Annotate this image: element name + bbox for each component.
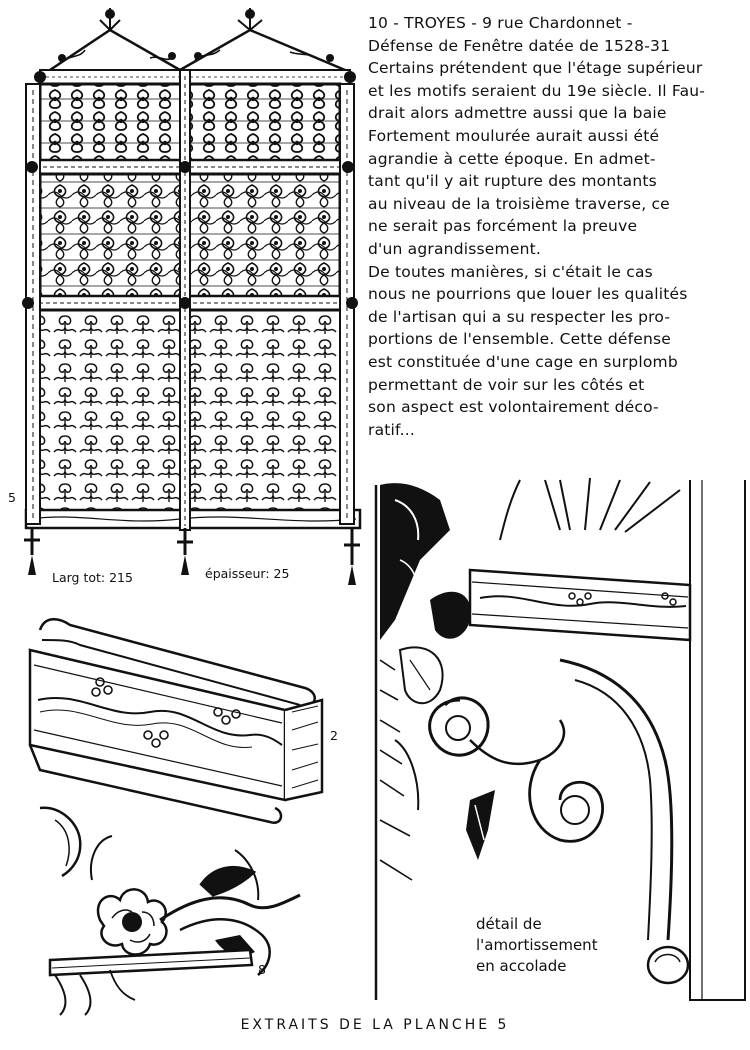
- grille-width-label: Larg tot: 215: [52, 570, 133, 585]
- detail-caption-line: en accolade: [476, 957, 567, 975]
- flower-figure-number: 8: [258, 962, 266, 977]
- notes-line: est constituée d'une cage en surplomb: [368, 352, 678, 371]
- notes-line: ne serait pas forcément la preuve: [368, 217, 638, 236]
- detail-caption-line: détail de: [476, 915, 542, 933]
- grille-thickness-label: épaisseur: 25: [205, 566, 290, 581]
- notes-line: de l'artisan qui a su respecter les pro-: [368, 307, 671, 326]
- page-footer: EXTRAITS DE LA PLANCHE 5: [240, 1017, 510, 1033]
- notes-line: De toutes manières, si c'était le cas: [368, 262, 653, 281]
- molding-figure-number: 2: [330, 728, 338, 743]
- notes-line: nous ne pourrions que louer les qualités: [368, 285, 688, 304]
- notes-line: drait alors admettre aussi que la baie: [368, 104, 667, 123]
- notes-line: Fortement moulurée aurait aussi été: [368, 126, 660, 145]
- notes-line: 10 - TROYES - 9 rue Chardonnet -: [368, 14, 633, 32]
- notes-line: et les motifs seraient du 19e siècle. Il Fau-: [368, 81, 706, 100]
- notes-line: d'un agrandissement.: [368, 239, 542, 258]
- notes-line: portions de l'ensemble. Cette défense: [368, 330, 672, 349]
- notes-line: permettant de voir sur les côtés et: [368, 375, 645, 394]
- detail-caption: [476, 914, 598, 977]
- notes-line: ratif...: [368, 420, 415, 439]
- notes-line: son aspect est volontairement déco-: [368, 398, 659, 417]
- notes-line: tant qu'il y ait rupture des montants: [368, 172, 657, 191]
- notes-line: agrandie à cette époque. En admet-: [368, 149, 656, 168]
- notes-line: au niveau de la troisième traverse, ce: [368, 194, 670, 213]
- grille-figure-number: 5: [8, 490, 16, 505]
- notes-line: Défense de Fenêtre datée de 1528-31: [368, 36, 671, 55]
- detail-caption-line: l'amortissement: [476, 936, 598, 954]
- notes-line: Certains prétendent que l'étage supérieur: [368, 59, 703, 78]
